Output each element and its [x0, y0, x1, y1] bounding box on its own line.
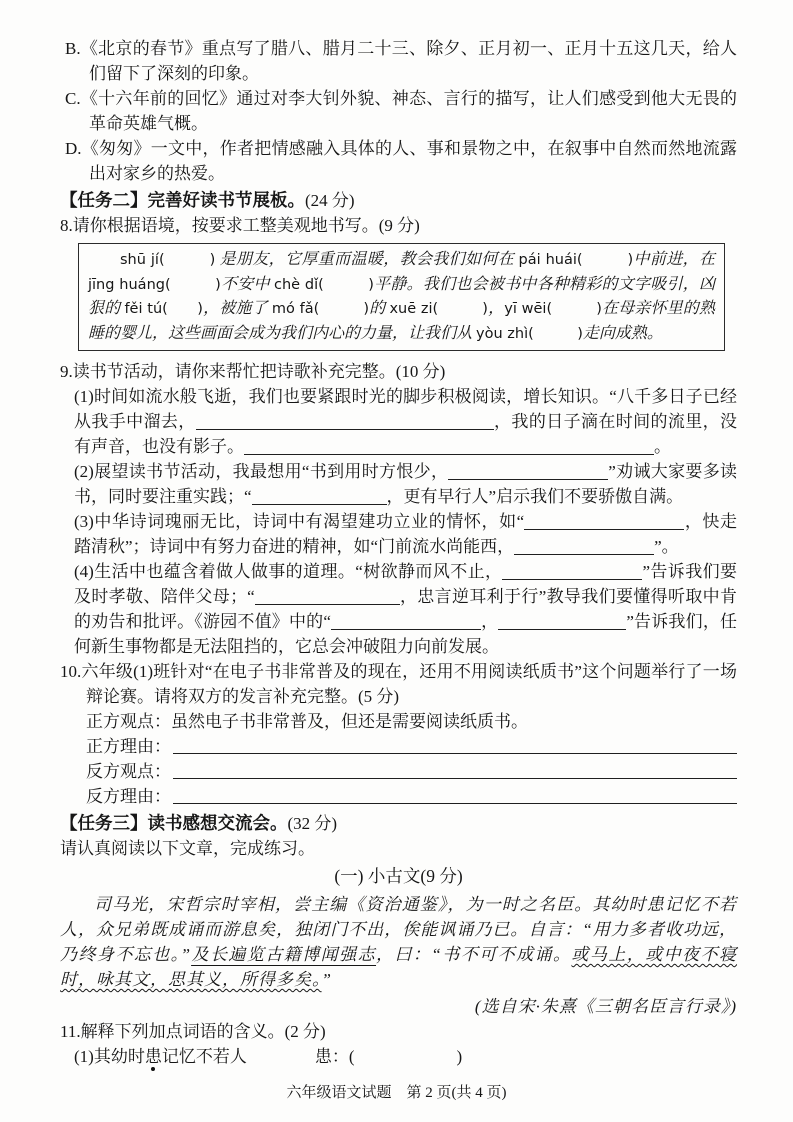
option-text: 《匆匆》一文中，作者把情感融入具体的人、事和景物之中，在叙事中自然而然地流露出对家乡的热爱。: [81, 139, 737, 183]
answer-blank: [514, 538, 654, 555]
q9-item-2: [74, 459, 737, 509]
underlined-phrase: 及长遍览古籍博闻强志: [191, 945, 377, 964]
text-run: 记忆不若人: [161, 1047, 247, 1066]
row-label: 正方理由：: [86, 737, 171, 756]
text-run: ，被施了: [202, 300, 272, 317]
q10-con-view: [86, 759, 737, 784]
row-label: 反方观点：: [86, 762, 171, 781]
task2-title: 【任务二】完善好读书节展板。: [60, 190, 305, 210]
reading-intro: 请认真阅读以下文章，完成练习。: [60, 839, 315, 858]
pinyin-run: chè dǐ( ): [273, 276, 374, 293]
text-run: (4)生活中也蕴含着做人做事的道理。“树欲静而风不止，: [74, 562, 503, 581]
pinyin-run: shū jí( ): [120, 252, 216, 268]
passage-text: [60, 892, 737, 992]
pinyin-run: fěi tú( ): [124, 301, 203, 317]
text-run: 是朋友，它厚重而温暖，教会我们如何在: [215, 251, 519, 268]
text-run: ，我的日子滴在时间的流里，没有声音，也没有影子。: [74, 412, 738, 456]
answer-blank: [252, 488, 387, 505]
task2-score: (24 分): [305, 191, 355, 210]
answer-blank: [173, 759, 737, 779]
text-run: ，: [480, 612, 499, 631]
text-run: 在母亲怀里的熟睡的婴儿，这些画面会成为我们内心的力量，让我们从: [88, 300, 715, 342]
page-footer: 六年级语文试题 第 2 页(共 4 页): [286, 1085, 507, 1101]
text-run: 中前进，在: [633, 251, 715, 268]
answer-area: 患：( ): [314, 1047, 463, 1066]
task3-score: (32 分): [287, 814, 338, 833]
text-run: (1)其幼时: [74, 1047, 145, 1066]
q9-item-4: [74, 559, 737, 659]
q10-pro-reason: [86, 734, 737, 759]
answer-blank: [331, 613, 481, 630]
emphasized-char: 患: [144, 1047, 162, 1066]
text-run: 平静。我们也会被书中各种精彩的文字吸引，凶狠的: [88, 275, 715, 317]
answer-blank: [524, 513, 684, 530]
option-d: [65, 136, 737, 186]
text-run: (2)展望读书节活动，我最想用“书到用时方恨少，: [74, 462, 449, 481]
text-run: 走向成熟。: [582, 324, 663, 342]
answer-blank: [244, 438, 654, 455]
text-run: (3)中华诗词瑰丽无比，诗词中有渴望建功立业的情怀，如“: [74, 512, 525, 531]
text-run: 。: [654, 437, 671, 456]
text-run: 不安中: [220, 275, 274, 293]
wavy-underlined-phrase: 或马上，或中夜不寝时，咏其文，思其义，所得多矣。: [60, 945, 738, 989]
q11-stem: 11.解释下列加点词语的含义。(2 分): [60, 1022, 326, 1041]
option-text: 《北京的春节》重点写了腊八、腊月二十三、除夕、正月初一、正月十五这几天，给人们留下了深刻的印象。: [80, 39, 737, 83]
option-label: B.: [65, 39, 81, 58]
answer-blank: [196, 413, 494, 430]
text-run: ，: [487, 300, 505, 317]
option-label: C.: [65, 89, 81, 108]
answer-blank: [502, 563, 642, 580]
q9-stem: 9.读书节活动，请你来帮忙把诗歌补充完整。(10 分): [60, 362, 446, 381]
q10-stem: 10.六年级(1)班针对“在电子书非常普及的现在，还用不用阅读纸质书”这个问题举行了一场辩论赛。请将双方的发言补充完整。(5 分): [60, 662, 737, 706]
task3-title: 【任务三】读书感想交流会。: [60, 813, 288, 833]
q8-stem: 8.请你根据语境，按要求工整美观地书写。(9 分): [60, 216, 420, 235]
text-run: (1)时间如流水般飞逝，我们也要紧跟时光的脚步积极阅读，增长知识。“八千多日子已经从我手中溜去，: [74, 387, 737, 431]
text-run: ，快走踏清秋”；诗词中有努力奋进的精神，如“门前流水尚能西，: [74, 512, 737, 556]
answer-blank: [173, 784, 737, 804]
text-run: ，更有早行人”启示我们不要骄傲自满。: [386, 487, 684, 506]
text-run: ，忠言逆耳利于行”教导我们要懂得听取中肯的劝告和批评。《游园不值》中的“: [74, 587, 738, 631]
q11-sub-1: [74, 1044, 737, 1069]
answer-blank: [255, 588, 400, 605]
q9-item-1: [74, 384, 737, 459]
option-label: D.: [65, 139, 82, 158]
pinyin-run: jīng huáng( ): [88, 276, 221, 293]
passage-heading: (一) 小古文(9 分): [334, 866, 463, 886]
task3-header: [60, 811, 737, 836]
answer-blank: [498, 613, 626, 630]
text-run: ”告诉我们要及时孝敬、陪伴父母；“: [74, 562, 737, 606]
pinyin-run: pái huái( ): [518, 252, 634, 268]
row-label: 反方理由：: [86, 787, 171, 806]
text-run: ”劝诫大家要多读书，同时要注重实践；“: [74, 462, 738, 506]
row-text: 虽然电子书非常普及，但还是需要阅读纸质书。: [171, 712, 528, 731]
text-run: ”告诉我们，任何新生事物都是无法阻挡的，它总会冲破阻力向前发展。: [74, 612, 738, 656]
q8-writing-box: [78, 243, 725, 351]
pinyin-run: mó fǎ( ): [271, 301, 369, 317]
pinyin-run: yòu zhì( ): [476, 325, 583, 342]
task2-header: [60, 188, 737, 213]
answer-blank: [173, 734, 737, 754]
text-run: ”。: [654, 537, 679, 556]
option-c: [65, 86, 737, 136]
pinyin-run: xuē zi( ): [389, 301, 488, 317]
text-run: ”: [321, 970, 332, 989]
passage-source: (选自宋·朱熹《三朝名臣言行录》): [474, 997, 737, 1016]
option-b: [65, 36, 737, 86]
q10-con-reason: [86, 784, 737, 809]
text-run: ，曰：“书不可不成诵。: [376, 945, 572, 964]
answer-blank: [448, 463, 608, 480]
option-text: 《十六年前的回忆》通过对李大钊外貌、神态、言行的描写，让人们感受到他大无畏的革命英雄气概。: [80, 89, 737, 133]
text-run: 的: [369, 300, 390, 317]
row-label: 正方观点：: [86, 712, 171, 731]
pinyin-run: yī wēi( ): [504, 301, 602, 317]
q9-item-3: [74, 509, 737, 559]
q10-pro-view: [86, 709, 737, 734]
text-run: 司马光，宋哲宗时宰相，尝主编《资治通鉴》，为一时之名臣。其幼时患记忆不若人，众兄弟既成诵而游息矣，独闭门不出，俟能讽诵乃已。自言：“用力多者收功远，乃终身不忘也。”: [60, 895, 737, 964]
